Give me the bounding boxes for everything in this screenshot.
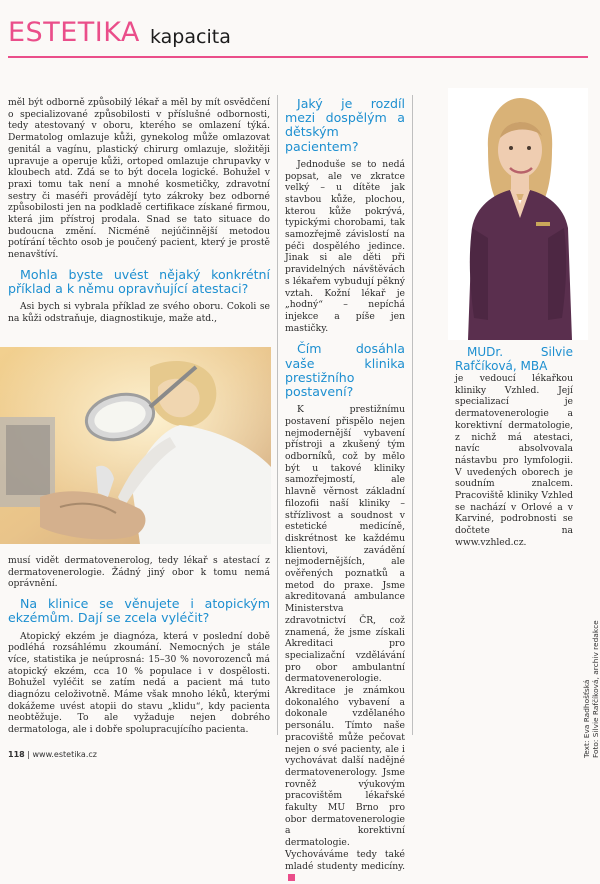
page-header [0, 0, 600, 62]
continuation-paragraph: musí vidět dermatovenerolog, tedy lékař s atestací z dermatovenerologie. Žádný jiný obor k tomu nemá oprávnění. [8, 555, 270, 590]
answer-paragraph [285, 404, 405, 884]
magazine-title: ESTETIKA [8, 17, 140, 48]
treatment-photo [0, 347, 271, 544]
treatment-photo-illustration [0, 347, 271, 544]
footer-url: www.estetika.cz [32, 750, 97, 759]
doctor-bio: je vedoucí lékařkou kliniky Vzhled. Její specializací je dermatovenerologie a korektivní dermatologie, z nichž má atestaci, navíc absolvovala nástavbu pro lymfologii. V uvedených oborech je soudním znalcem. Pracoviště kliniky Vzhled se nachází v Orlové a v Karviné, podrobnosti se dočtete na www.vzhled.cz. [455, 373, 573, 548]
footer-separator: | [24, 750, 33, 759]
doctor-portrait-illustration [448, 88, 588, 340]
column-3 [455, 345, 573, 549]
column-1-bottom [8, 555, 270, 736]
credits [582, 620, 600, 760]
column-1-top [8, 97, 270, 325]
column-2 [285, 97, 405, 884]
credits-text [582, 620, 600, 758]
column-divider [277, 95, 278, 735]
text-credit: Text: Eva Radhošťská [582, 679, 591, 758]
question-heading: Na klinice se věnujete i atopickým ekzémům. Dají se zcela vyléčit? [8, 596, 270, 626]
header-rule [8, 56, 588, 58]
answer-text: K prestižnímu postavení přispělo nejen nejmodernější vybavení přístroji a zkušený tým odborníků, což by mělo být u takové kliniky samozřejmostí, ale hlavně věrnost základní filozofii naší kliniky – střízlivost a soudnost v estetické medicíně, diskrétnost ke každému klientovi, zavádění nejmodernějších, ale ověřených poznatků a metod do praxe. Jsme akreditovaná ambulance Ministerstva zdravotnictví ČR, což znamená, že jsme získali Akreditaci pro specializační vzdělávání pro obor ambulantní dermatovenerologie. Akreditace je známkou dokonalého vybavení a dokonale vzdělaného personálu. Tímto naše pracoviště může pečovat nejen o své pacienty, ale i vychovávat další nadějné dermatovenerology. Jsme rovněž výukovým pracovištěm lékařské fakulty MU Brno pro obor dermatovenerologie a korektivní dermatologie. Vychováváme tedy také mladé studenty medicíny. [285, 404, 405, 872]
doctor-name: MUDr. Silvie Rafčíková, MBA [455, 345, 573, 373]
column-divider [412, 95, 413, 735]
doctor-portrait [448, 88, 588, 340]
answer-paragraph: Atopický ekzém je diagnóza, která v poslední době podléhá rozsáhlému zkoumání. Nemocných je stále více, statistika je neúprosná: 15–30 % novorozenců má atopický ekzém, cca 10 % populace i v dospělosti. Bohužel vyléčit se zatím nedá a pacient má tuto diagnózu celoživotně. Máme však mnoho léků, kterými dokážeme uvést atopii do stavu „klidu“, kdy pacienta neobtěžuje. To ale vyžaduje nejen dobrého dermatologa, ale i dobře spolupracujícího pacienta. [8, 630, 270, 736]
page-footer [8, 750, 97, 759]
question-heading: Mohla byste uvést nějaký konkrétní příklad a k němu opravňující atestaci? [8, 266, 270, 297]
question-heading: Čím dosáhla vaše klinika prestižního postavení? [285, 341, 405, 399]
page-number: 118 [8, 750, 25, 759]
question-heading: Jaký je rozdíl mezi dospělým a dětským pacientem? [285, 96, 405, 154]
answer-paragraph: Jednoduše se to nedá popsat, ale ve zkratce velký – u dítěte jak stavbou kůže, plochou, kterou kůže pokrývá, typickými chorobami, tak samozřejmě závislostí na péči dospělého jedince. Jinak si ale děti při pravidelných návštěvách s lékařem vybudují pěkný vztah. Kožní lékař je „hodný“ – nepíchá injekce a píše jen mastičky. [285, 158, 405, 334]
answer-paragraph: Asi bych si vybrala příklad ze svého oboru. Cokoli se na kůži odstraňuje, diagnostikuje, maže atd., [8, 301, 270, 324]
end-mark [288, 874, 295, 881]
photo-credit: Foto: Silvie Rafčíková, archiv redakce [591, 620, 600, 758]
intro-paragraph: měl být odborně způsobilý lékař a měl by mít osvědčení o specializované způsobilosti v příslušné odbornosti, tedy atestovaný v oboru, kterého se omlazení týká. Dermatolog omlazuje kůži, gynekolog může omlazovat genitál a vagínu, plastický chirurg omlazuje, složitěji upravuje a operuje kůži, ortoped omlazuje chrupavky v kloubech atd. Zdá se to být docela logické. Bohužel v praxi tomu tak není a mnohé kosmetičky, zdravotní sestry či maséři provádějí tyto zákroky bez odborné způsobilosti jen na podkladě certifikace získané firmou, která jim přístroj prodala. Snad se tato situace do budoucna změní. Nicméně nejúčinnější metodou potírání těchto osob je poučený pacient, který je prostě nenavštíví. [8, 97, 270, 261]
section-title: kapacita [150, 26, 231, 48]
